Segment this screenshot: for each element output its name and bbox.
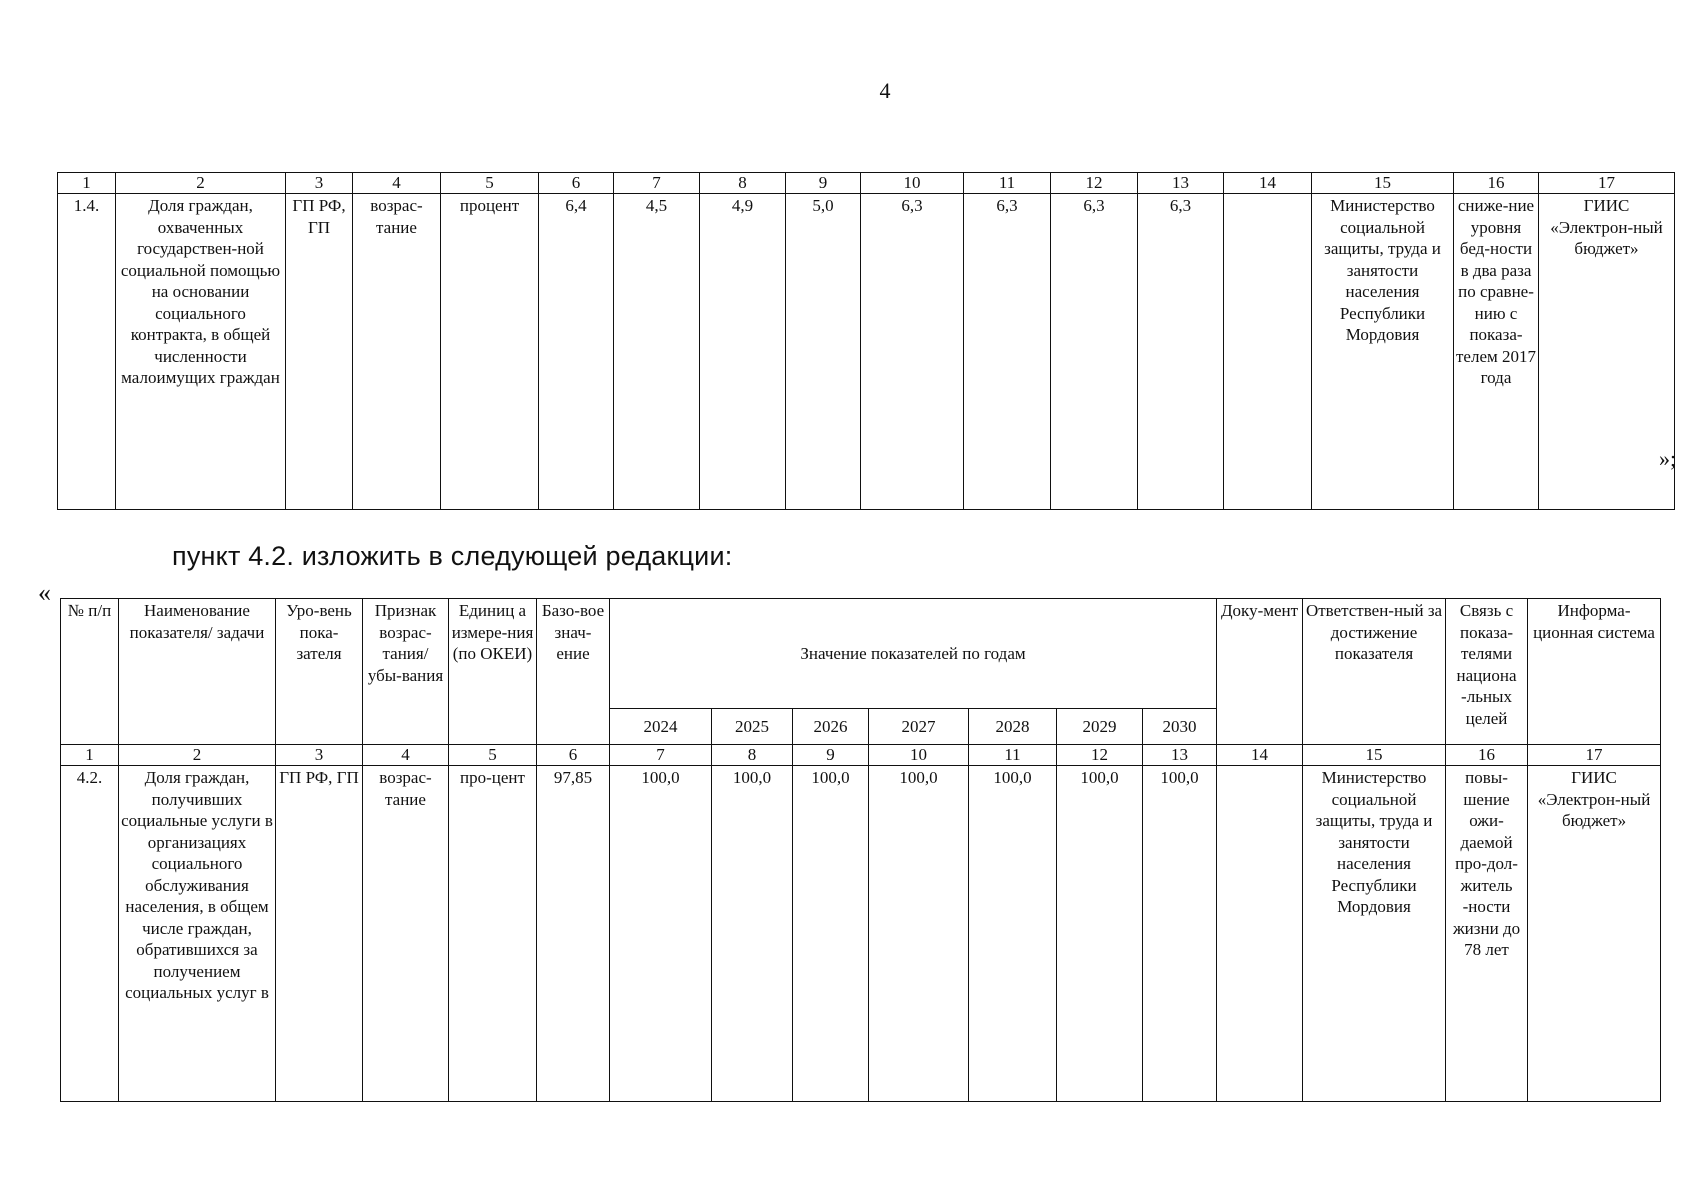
column-number: 1	[61, 745, 119, 766]
column-number: 5	[449, 745, 537, 766]
column-number: 4	[363, 745, 449, 766]
column-number: 11	[969, 745, 1057, 766]
year-header: 2025	[712, 709, 793, 745]
column-number: 1	[58, 173, 116, 194]
column-number: 9	[793, 745, 869, 766]
header-unit: Единиц а измере-ния (по ОКЕИ)	[449, 599, 537, 745]
year-value: 100,0	[712, 766, 793, 1102]
header-information-system: Информа-ционная система	[1528, 599, 1661, 745]
year-header: 2029	[1057, 709, 1143, 745]
national-goals-link: сниже-ние уровня бед-ности в два раза по сравне-нию с показа-телем 2017 года	[1454, 194, 1539, 510]
column-number: 10	[861, 173, 964, 194]
column-number: 14	[1217, 745, 1303, 766]
national-goals-link: повы-шение ожи-даемой про-дол-житель -ности жизни до 78 лет	[1446, 766, 1528, 1102]
information-system: ГИИС «Электрон-ный бюджет»	[1528, 766, 1661, 1102]
unit-of-measure: процент	[441, 194, 539, 510]
column-number: 17	[1528, 745, 1661, 766]
year-value: 4,5	[614, 194, 700, 510]
column-number: 11	[964, 173, 1051, 194]
table-row	[61, 766, 1661, 1102]
row-number: 4.2.	[61, 766, 119, 1102]
trend-sign: возрас-тание	[363, 766, 449, 1102]
opening-quote: «	[38, 578, 51, 607]
column-number: 6	[537, 745, 610, 766]
column-number: 15	[1312, 173, 1454, 194]
base-value: 6,4	[539, 194, 614, 510]
column-number: 16	[1454, 173, 1539, 194]
year-value: 6,3	[1138, 194, 1224, 510]
document-cell	[1217, 766, 1303, 1102]
year-value: 100,0	[793, 766, 869, 1102]
column-number: 9	[786, 173, 861, 194]
responsible-cell: Министерство социальной защиты, труда и занятости населения Республики Мордовия	[1303, 766, 1446, 1102]
row-number: 1.4.	[58, 194, 116, 510]
column-number: 10	[869, 745, 969, 766]
header-indicator-name: Наименование показателя/ задачи	[119, 599, 276, 745]
column-number: 16	[1446, 745, 1528, 766]
base-value: 97,85	[537, 766, 610, 1102]
column-number: 17	[1539, 173, 1675, 194]
header-trend: Признак возрас-тания/ убы-вания	[363, 599, 449, 745]
column-number: 13	[1143, 745, 1217, 766]
page-number: 4	[879, 78, 891, 103]
indicator-level: ГП РФ, ГП	[276, 766, 363, 1102]
year-value: 100,0	[610, 766, 712, 1102]
column-number: 15	[1303, 745, 1446, 766]
column-number: 8	[700, 173, 786, 194]
responsible-cell: Министерство социальной защиты, труда и занятости населения Республики Мордовия	[1312, 194, 1454, 510]
document-cell	[1224, 194, 1312, 510]
information-system: ГИИС «Электрон-ный бюджет»	[1539, 194, 1675, 510]
column-number-row	[58, 173, 1675, 194]
column-number: 3	[276, 745, 363, 766]
column-number: 8	[712, 745, 793, 766]
year-header: 2028	[969, 709, 1057, 745]
column-number: 6	[539, 173, 614, 194]
year-value: 6,3	[1051, 194, 1138, 510]
column-number: 7	[610, 745, 712, 766]
column-number: 2	[119, 745, 276, 766]
column-number: 12	[1057, 745, 1143, 766]
table-row	[58, 194, 1675, 510]
indicator-table-continued	[57, 172, 1675, 510]
header-base-value: Базо-вое знач-ение	[537, 599, 610, 745]
year-value: 100,0	[1057, 766, 1143, 1102]
amendment-instruction: пункт 4.2. изложить в следующей редакции:	[172, 541, 733, 571]
year-header: 2026	[793, 709, 869, 745]
year-header: 2024	[610, 709, 712, 745]
indicator-name: Доля граждан, получивших социальные услуги в организациях социального обслуживания населения, в общем числе граждан, обратившихся за получением социальных услуг в	[119, 766, 276, 1102]
unit-of-measure: про-цент	[449, 766, 537, 1102]
column-number: 14	[1224, 173, 1312, 194]
year-header: 2027	[869, 709, 969, 745]
closing-quote: »;	[1659, 446, 1677, 471]
header-values-by-year: Значение показателей по годам	[610, 599, 1217, 709]
column-number: 2	[116, 173, 286, 194]
column-number: 4	[353, 173, 441, 194]
year-value: 5,0	[786, 194, 861, 510]
year-value: 100,0	[1143, 766, 1217, 1102]
header-level: Уро-вень пока-зателя	[276, 599, 363, 745]
year-value: 6,3	[964, 194, 1051, 510]
year-value: 6,3	[861, 194, 964, 510]
indicator-name: Доля граждан, охваченных государствен-ной социальной помощью на основании социального контракта, в общей численности малоимущих граждан	[116, 194, 286, 510]
header-national-goals-link: Связь с показа-телями национа -льных целей	[1446, 599, 1528, 745]
header-responsible: Ответствен-ный за достижение показателя	[1303, 599, 1446, 745]
column-number: 7	[614, 173, 700, 194]
header-num: № п/п	[61, 599, 119, 745]
indicator-table-new-edition	[60, 598, 1661, 1102]
trend-sign: возрас-тание	[353, 194, 441, 510]
indicator-level: ГП РФ, ГП	[286, 194, 353, 510]
column-number-row	[61, 745, 1661, 766]
header-row-top	[61, 599, 1661, 709]
column-number: 3	[286, 173, 353, 194]
column-number: 13	[1138, 173, 1224, 194]
column-number: 5	[441, 173, 539, 194]
year-value: 4,9	[700, 194, 786, 510]
year-header: 2030	[1143, 709, 1217, 745]
year-value: 100,0	[969, 766, 1057, 1102]
year-value: 100,0	[869, 766, 969, 1102]
header-document: Доку-мент	[1217, 599, 1303, 745]
column-number: 12	[1051, 173, 1138, 194]
